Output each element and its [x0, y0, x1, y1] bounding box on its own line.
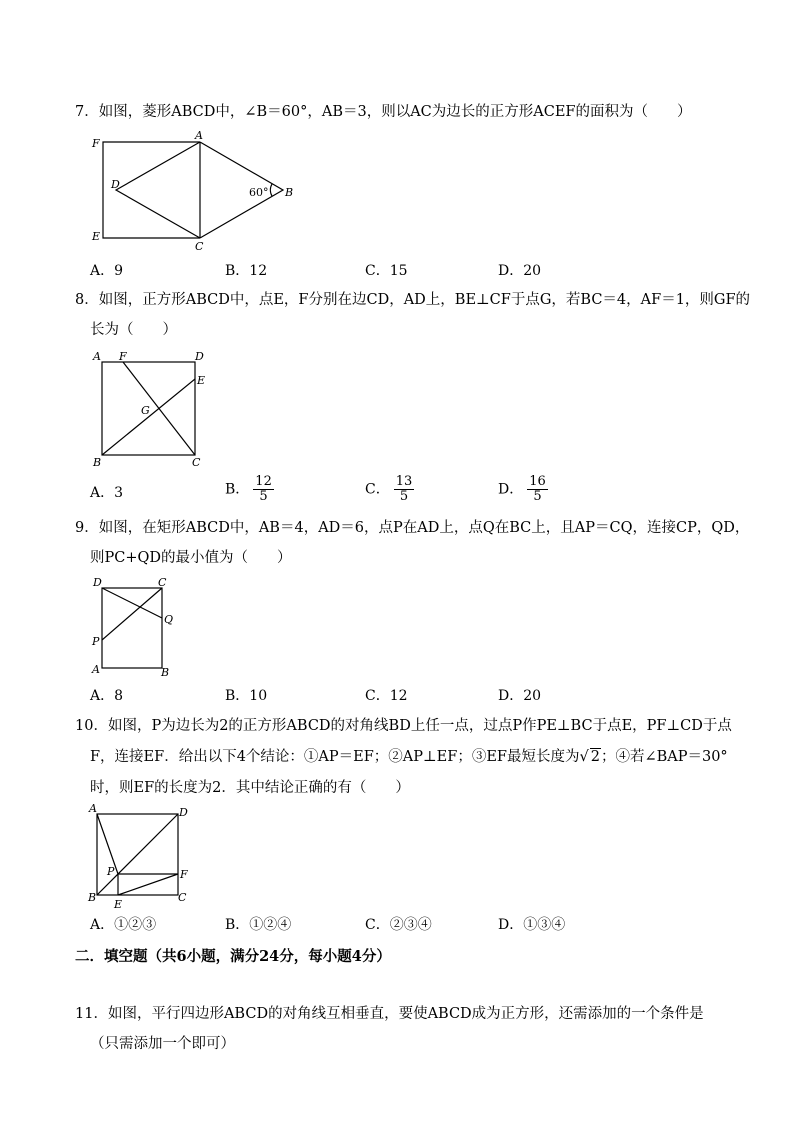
q8-segment-cf — [123, 362, 195, 455]
q11-text-line1: 11．如图，平行四边形ABCD的对角线互相垂直，要使ABCD成为正方形，还需添加的一个条件是 — [75, 1006, 704, 1022]
q8-option-c[interactable]: C． $\frac{13}{5}$ — [365, 474, 413, 504]
q7-option-d[interactable]: D．20 — [498, 263, 542, 279]
q7-label-c: C — [195, 240, 204, 253]
q7-text: 7．如图，菱形ABCD中，∠B＝60°，AB＝3，则以AC为边长的正方形ACEF的面积为（ ） — [75, 104, 692, 120]
q8-option-a[interactable]: A．3 — [90, 485, 124, 501]
q7-option-c[interactable]: C．15 — [365, 263, 408, 279]
q9-option-c[interactable]: C．12 — [365, 688, 408, 704]
q10-text-line1: 10．如图，P为边长为2的正方形ABCD的对角线BD上任一点，过点P作PE⊥BC于点E，PF⊥CD于点 — [75, 718, 732, 734]
q7-label-f: F — [92, 137, 100, 150]
q7-figure — [88, 128, 298, 253]
q7-option-a[interactable]: A．9 — [90, 263, 124, 279]
q8-label-f: F — [119, 350, 127, 363]
q8-text-line1: 8．如图，正方形ABCD中，点E，F分别在边CD，AD上，BE⊥CF于点G，若BC＝4，AF＝1，则GF的 — [75, 292, 751, 308]
q10-label-a: A — [89, 802, 97, 815]
q9-figure — [88, 575, 183, 680]
q7-label-b: B — [285, 186, 294, 199]
q7-angle-arc — [270, 184, 272, 196]
q10-segment-ef — [118, 874, 178, 895]
q8-label-b: B — [93, 456, 102, 469]
q8-label-d: D — [195, 350, 204, 363]
q7-label-d: D — [111, 178, 120, 191]
q10-label-e: E — [114, 898, 123, 910]
q9-option-b[interactable]: B．10 — [225, 688, 268, 704]
q9-text-line2: 则PC+QD的最小值为（ ） — [90, 550, 292, 566]
q10-options — [90, 914, 710, 936]
q11-text-line2: （只需添加一个即可） — [90, 1036, 235, 1052]
q10-option-d[interactable]: D．①③④ — [498, 917, 566, 933]
q8-label-e: E — [197, 374, 206, 387]
q9-label-d: D — [93, 576, 102, 589]
q8-options — [90, 475, 710, 509]
q10-option-a[interactable]: A．①②③ — [90, 917, 157, 933]
q10-option-b[interactable]: B．①②④ — [225, 917, 292, 933]
section-2-title: 二．填空题（共6小题，满分24分，每小题4分） — [75, 948, 391, 965]
q9-options — [90, 685, 710, 707]
q7-label-angle: 60° — [249, 186, 269, 199]
q9-label-q: Q — [164, 613, 174, 626]
q9-label-a: A — [92, 663, 100, 676]
q8-label-a: A — [93, 350, 101, 363]
q10-figure — [86, 802, 196, 910]
q9-option-d[interactable]: D．20 — [498, 688, 542, 704]
q10-option-c[interactable]: C．②③④ — [365, 917, 432, 933]
q9-text-line1: 9．如图，在矩形ABCD中，AB＝4，AD＝6，点P在AD上，点Q在BC上，且AP＝CQ，连接CP，QD， — [75, 520, 750, 536]
q7-rhombus-left — [116, 142, 200, 238]
q10-diagonal-bd — [97, 814, 178, 895]
q10-label-b: B — [88, 891, 97, 904]
q10-label-p: P — [107, 865, 115, 878]
q7-option-b[interactable]: B．12 — [225, 263, 268, 279]
q8-label-c: C — [192, 456, 201, 469]
q10-label-c: C — [178, 891, 187, 904]
q10-text-line3: 时，则EF的长度为2．其中结论正确的有（ ） — [90, 780, 410, 796]
q8-label-g: G — [141, 404, 150, 417]
q9-rect-abcd — [102, 588, 162, 668]
q9-label-p: P — [92, 635, 100, 648]
q9-label-c: C — [158, 576, 167, 589]
q8-option-b[interactable]: B． $\frac{12}{5}$ — [225, 474, 272, 504]
q9-label-b: B — [161, 666, 170, 679]
q10-sqrt-value: 2 — [590, 749, 600, 765]
q8-figure — [88, 348, 213, 473]
q8-text-line2: 长为（ ） — [90, 322, 177, 338]
q7-label-e: E — [92, 230, 101, 243]
q8-option-d[interactable]: D． $\frac{16}{5}$ — [498, 474, 546, 504]
q9-option-a[interactable]: A．8 — [90, 688, 124, 704]
q10-label-d: D — [179, 806, 188, 819]
q10-label-f: F — [180, 868, 188, 881]
q8-segment-be — [102, 379, 195, 455]
q7-label-a: A — [195, 129, 203, 142]
q7-options — [90, 260, 710, 282]
q10-text-line2: F，连接EF．给出以下4个结论：①AP＝EF；②AP⊥EF；③EF最短长度为√ 2；④若∠BAP＝30° — [90, 749, 728, 765]
